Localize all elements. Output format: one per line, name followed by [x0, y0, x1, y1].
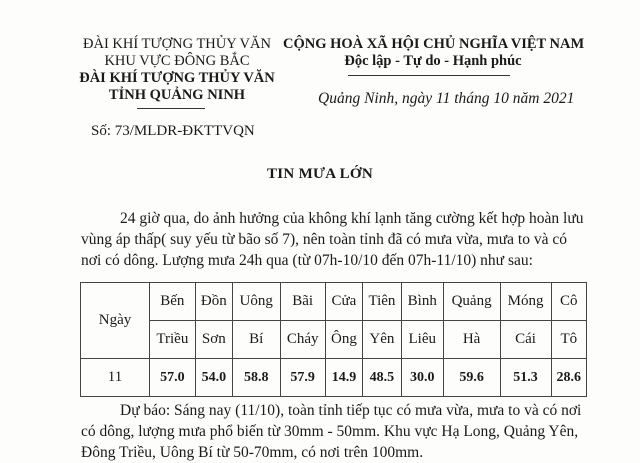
station-bottom: Hà: [443, 321, 500, 359]
station-top: Đồn: [195, 283, 232, 321]
day-cell: 11: [81, 359, 150, 397]
rain-value: 57.9: [280, 359, 325, 397]
station-top: Cô: [551, 283, 586, 321]
rain-value: 58.8: [232, 359, 280, 397]
station-bottom: Ông: [325, 321, 362, 359]
intro-text: 24 giờ qua, do ảnh hưởng của không khí lạnh tăng cường kết hợp hoàn lưu vùng áp thấp( suy yếu từ bão số 7), nên toàn tỉnh đã có mưa vừa, mưa to và có nơi có dông. Lượng mưa 24h qua (từ 07h-10/10 đến 07h-11/10) như sau:: [81, 210, 584, 269]
rain-value: 57.0: [150, 359, 196, 397]
agency-parent-line1: ĐÀI KHÍ TƯỢNG THỦY VĂN: [83, 36, 271, 52]
station-bottom: Cháy: [280, 321, 325, 359]
station-bottom: Cái: [500, 321, 551, 359]
station-top: Bến: [150, 283, 196, 321]
divider-right: [348, 75, 510, 76]
agency-line4: TỈNH QUẢNG NINH: [108, 87, 246, 103]
rain-value: 51.3: [500, 359, 551, 397]
rain-value: 59.6: [443, 359, 500, 397]
station-top: Tiên: [363, 283, 402, 321]
document-title: TIN MƯA LỚN: [266, 166, 374, 182]
divider-left: [137, 108, 205, 109]
forecast-paragraph: [81, 400, 591, 463]
rain-value: 48.5: [363, 359, 402, 397]
document-date: Quảng Ninh, ngày 11 tháng 10 năm 2021: [318, 90, 575, 107]
rainfall-table: [80, 282, 587, 397]
intro-paragraph: [81, 208, 591, 271]
rain-value: 30.0: [401, 359, 443, 397]
table-row: [81, 359, 587, 397]
station-bottom: Sơn: [195, 321, 232, 359]
station-bottom: Yên: [363, 321, 402, 359]
table-header-row-1: [81, 283, 587, 321]
station-bottom: Triều: [150, 321, 196, 359]
national-header: [283, 36, 583, 70]
station-top: Móng: [500, 283, 551, 321]
station-top: Uông: [232, 283, 280, 321]
table-header-row-2: [81, 321, 587, 359]
rain-value: 28.6: [551, 359, 586, 397]
station-top: Bình: [401, 283, 443, 321]
rain-value: 14.9: [325, 359, 362, 397]
national-motto: Độc lập - Tự do - Hạnh phúc: [344, 53, 522, 69]
agency-line3: ĐÀI KHÍ TƯỢNG THỦY VĂN: [79, 70, 275, 86]
rain-value: 54.0: [195, 359, 232, 397]
document-number: Số: 73/MLDR-ĐKTTVQN: [91, 123, 255, 139]
forecast-text: Dự báo: Sáng nay (11/10), toàn tỉnh tiếp tục có mưa vừa, mưa to và có nơi có dông, lượng mưa phổ biến từ 30mm - 50mm. Khu vực Hạ Long, Quảng Yên, Đông Triều, Uông Bí từ 50-70mm, có nơi trên 100mm.: [81, 402, 582, 461]
station-top: Bãi: [280, 283, 325, 321]
issuing-agency: [66, 36, 288, 104]
agency-parent-line2: KHU VỰC ĐÔNG BẮC: [104, 53, 250, 69]
station-bottom: Liêu: [401, 321, 443, 359]
day-header: Ngày: [81, 283, 150, 359]
station-top: Cửa: [325, 283, 362, 321]
station-top: Quảng: [443, 283, 500, 321]
national-title: CỘNG HOÀ XÃ HỘI CHỦ NGHĨA VIỆT NAM: [283, 36, 585, 52]
station-bottom: Tô: [551, 321, 586, 359]
station-bottom: Bí: [232, 321, 280, 359]
